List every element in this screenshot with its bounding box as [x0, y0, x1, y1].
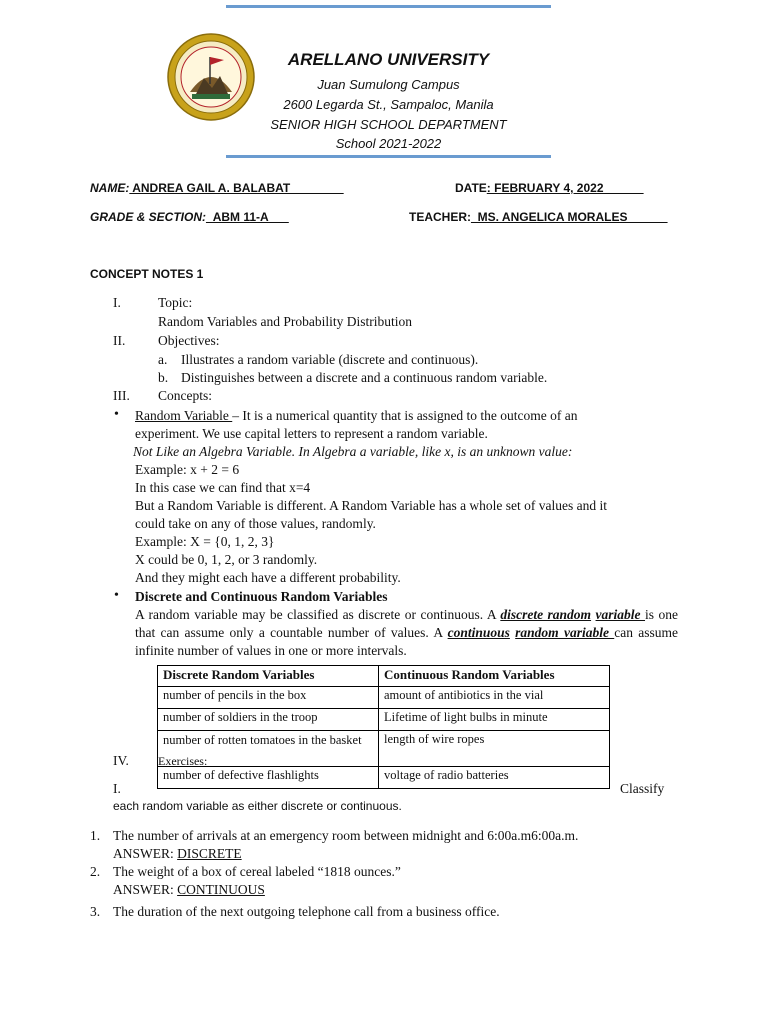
continuous-variable-term: random variable: [515, 625, 615, 640]
example-1-result: In this case we can find that x=4: [135, 480, 311, 495]
date-value: : FEBRUARY 4, 2022______: [486, 181, 644, 195]
example-1: Example: x + 2 = 6: [135, 462, 240, 477]
university-name: ARELLANO UNIVERSITY: [287, 50, 490, 69]
teacher-line: [409, 210, 668, 224]
question-3-number: 3.: [90, 904, 101, 919]
dc-text-2: is one that can assume only a countable number of values. A: [135, 607, 679, 640]
concepts-number: III.: [113, 388, 130, 403]
question-2-number: 2.: [90, 864, 101, 879]
answer-2-label: ANSWER:: [113, 882, 178, 897]
grade-line: [90, 210, 289, 224]
dc-text-3: can assume infinite number of values in one or more intervals.: [135, 625, 678, 658]
school-year: School 2021-2022: [335, 136, 442, 151]
algebra-note: Not Like an Algebra Variable. In Algebra a variable, like x, is an unknown value:: [133, 444, 573, 459]
concepts-label: Concepts:: [158, 388, 212, 403]
answer-2: [113, 881, 265, 899]
answer-1: [113, 845, 242, 863]
answer-2-value: CONTINUOUS: [177, 882, 265, 897]
campus-address: 2600 Legarda St., Sampaloc, Manila: [283, 97, 494, 112]
date-label: DATE: [455, 181, 487, 195]
header-bottom-rule: [226, 155, 551, 158]
dc-text-1: A random variable may be classified as discrete or continuous. A: [135, 607, 501, 622]
table-cell: Lifetime of light bulbs in minute: [379, 709, 610, 731]
example-2: Example: X = {0, 1, 2, 3}: [135, 534, 275, 549]
objective-b-number: b.: [158, 370, 169, 385]
objectives-number: II.: [113, 333, 126, 348]
bullet-discrete-continuous: •: [114, 588, 119, 603]
example-2-probability: And they might each have a different probability.: [135, 570, 401, 585]
question-1: The number of arrivals at an emergency room between midnight and 6:00a.m6:00a.m.: [113, 828, 579, 843]
discrete-random-term: discrete random: [500, 607, 592, 622]
table-cell: voltage of radio batteries: [379, 767, 610, 789]
bullet-random-variable: •: [114, 407, 119, 422]
teacher-value: _MS. ANGELICA MORALES______: [471, 210, 668, 224]
random-variable-line2: experiment. We use capital letters to represent a random variable.: [135, 426, 488, 441]
topic-text: Random Variables and Probability Distribution: [158, 314, 412, 329]
random-variable-diff-2: could take on any of those values, randomly.: [135, 516, 376, 531]
table-header-discrete: Discrete Random Variables: [158, 666, 379, 687]
random-variable-desc: – It is a numerical quantity that is assigned to the outcome of an: [232, 408, 578, 423]
table-cell: number of defective flashlights: [158, 767, 379, 789]
department: SENIOR HIGH SCHOOL DEPARTMENT: [270, 117, 507, 132]
table-cell: number of pencils in the box: [158, 687, 379, 709]
example-2-values: X could be 0, 1, 2, or 3 randomly.: [135, 552, 318, 567]
table-row: [158, 767, 610, 789]
name-value: ANDREA GAIL A. BALABAT________: [129, 181, 344, 195]
header-top-rule: [226, 5, 551, 8]
table-row: [158, 709, 610, 731]
random-variable-diff-1: But a Random Variable is different. A Random Variable has a whole set of values and it: [135, 498, 608, 513]
date-line: [455, 181, 644, 195]
name-label: NAME:: [90, 181, 130, 195]
campus-name: Juan Sumulong Campus: [317, 77, 460, 92]
question-3: The duration of the next outgoing telephone call from a business office.: [113, 904, 500, 919]
discrete-continuous-heading: Discrete and Continuous Random Variables: [135, 589, 388, 604]
objective-a: Illustrates a random variable (discrete and continuous).: [181, 352, 479, 367]
objective-a-number: a.: [158, 352, 168, 367]
answer-1-label: ANSWER:: [113, 846, 178, 861]
table-row: [158, 731, 610, 767]
table-header-continuous: Continuous Random Variables: [379, 666, 610, 687]
random-variable-definition: [135, 407, 645, 425]
table-header-row: [158, 666, 610, 687]
table-cell: length of wire ropes: [379, 731, 610, 767]
answer-1-value: DISCRETE: [177, 846, 242, 861]
table-row: [158, 687, 610, 709]
exercises-label: Exercises:: [158, 754, 208, 768]
topic-label: Topic:: [158, 295, 193, 310]
continuous-term: continuous: [447, 625, 510, 640]
question-1-number: 1.: [90, 828, 101, 843]
exercises-number: IV.: [113, 753, 129, 768]
grade-label: GRADE & SECTION:: [90, 210, 207, 224]
classify-word: Classify: [620, 781, 665, 796]
discrete-continuous-paragraph: [135, 606, 678, 660]
objectives-label: Objectives:: [158, 333, 220, 348]
table-cell: number of rotten tomatoes in the basket: [158, 731, 379, 767]
table-cell: number of soldiers in the troop: [158, 709, 379, 731]
question-2: The weight of a box of cereal labeled “1818 ounces.”: [113, 864, 401, 879]
grade-value: _ABM 11-A___: [206, 210, 289, 224]
random-variable-term: Random Variable: [135, 408, 233, 423]
discrete-variable-term: variable: [595, 607, 646, 622]
concept-notes-heading: CONCEPT NOTES 1: [90, 267, 204, 281]
name-line: [90, 181, 344, 195]
objective-b: Distinguishes between a discrete and a continuous random variable.: [181, 370, 548, 385]
exercise-sub-number: I.: [113, 781, 121, 796]
topic-number: I.: [113, 295, 121, 310]
teacher-label: TEACHER:: [409, 210, 471, 224]
exercise-instruction: each random variable as either discrete or continuous.: [113, 799, 402, 813]
random-variables-table: [157, 665, 610, 789]
table-cell: amount of antibiotics in the vial: [379, 687, 610, 709]
